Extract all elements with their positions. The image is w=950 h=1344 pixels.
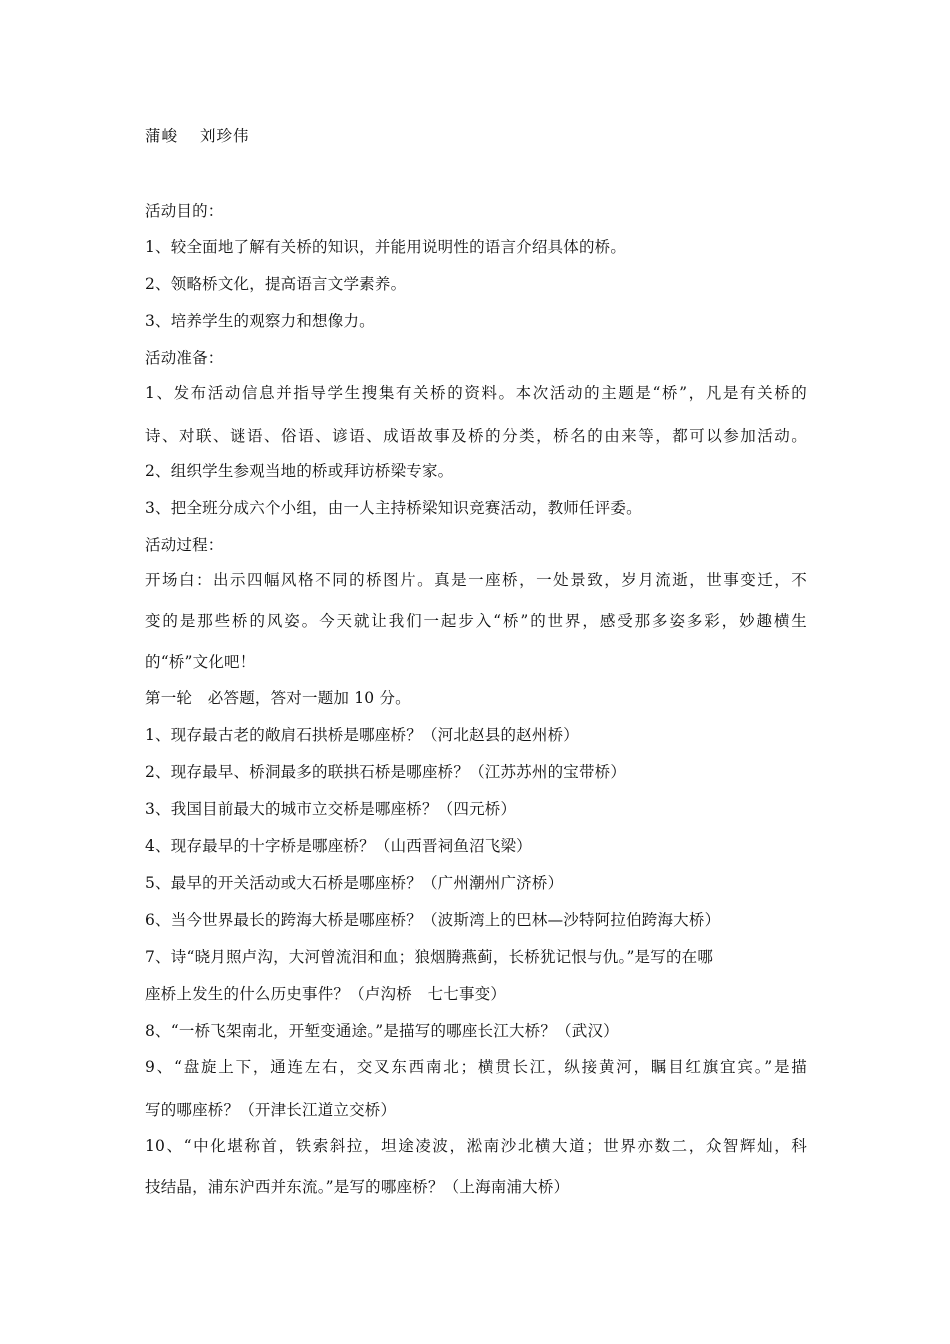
purpose-item: 3、培养学生的观察力和想像力。 bbox=[145, 312, 375, 330]
question-10-line-1: 10、“中化堪称首，铁索斜拉，坦途凌波，淞南沙北横大道；世界亦数二，众智辉灿，科 bbox=[145, 1137, 807, 1155]
question-2: 2、现存最早、桥洞最多的联拱石桥是哪座桥？（江苏苏州的宝带桥） bbox=[145, 763, 627, 781]
author-line bbox=[145, 126, 250, 146]
author-name: 刘珍伟 bbox=[200, 127, 250, 145]
question-7-line-1: 7、诗“晓月照卢沟，大河曾流泪和血；狼烟腾燕蓟，长桥犹记恨与仇。”是写的在哪 bbox=[145, 948, 714, 966]
question-9-line-2: 写的哪座桥？（开津长江道立交桥） bbox=[145, 1101, 397, 1119]
opening-line-2: 变的是那些桥的风姿。今天就让我们一起步入“桥”的世界，感受那多姿多彩，妙趣横生 bbox=[145, 612, 807, 630]
author-name: 蒲峻 bbox=[145, 127, 179, 145]
question-6: 6、当今世界最长的跨海大桥是哪座桥？（波斯湾上的巴林—沙特阿拉伯跨海大桥） bbox=[145, 911, 721, 929]
opening-line-3: 的“桥”文化吧！ bbox=[145, 653, 256, 671]
preparation-item-2: 2、组织学生参观当地的桥或拜访桥梁专家。 bbox=[145, 462, 454, 480]
purpose-item: 2、领略桥文化，提高语言文学素养。 bbox=[145, 275, 407, 293]
preparation-item-1-line-2: 诗、对联、谜语、俗语、谚语、成语故事及桥的分类，桥名的由来等，都可以参加活动。 bbox=[145, 427, 807, 445]
question-4: 4、现存最早的十字桥是哪座桥？（山西晋祠鱼沼飞梁） bbox=[145, 837, 532, 855]
question-1: 1、现存最古老的敞肩石拱桥是哪座桥？（河北赵县的赵州桥） bbox=[145, 726, 579, 744]
question-10-line-2: 技结晶，浦东沪西并东流。”是写的哪座桥？（上海南浦大桥） bbox=[145, 1178, 570, 1196]
opening-line-1: 开场白：出示四幅风格不同的桥图片。真是一座桥，一处景致，岁月流逝，世事变迁，不 bbox=[145, 571, 807, 589]
question-9-line-1: 9、“盘旋上下，通连左右，交叉东西南北；横贯长江，纵接黄河，瞩目红旗宜宾。”是描 bbox=[145, 1058, 807, 1076]
preparation-item-1-line-1: 1、发布活动信息并指导学生搜集有关桥的资料。本次活动的主题是“桥”，凡是有关桥的 bbox=[145, 384, 807, 402]
section-heading-preparation: 活动准备： bbox=[145, 349, 224, 367]
question-7-line-2: 座桥上发生的什么历史事件？（卢沟桥 七七事变） bbox=[145, 985, 507, 1003]
question-3: 3、我国目前最大的城市立交桥是哪座桥？（四元桥） bbox=[145, 800, 517, 818]
section-heading-process: 活动过程： bbox=[145, 536, 224, 554]
purpose-item: 1、较全面地了解有关桥的知识，并能用说明性的语言介绍具体的桥。 bbox=[145, 238, 627, 256]
question-8: 8、“一桥飞架南北，开堑变通途。”是描写的哪座长江大桥？（武汉） bbox=[145, 1022, 619, 1040]
question-5: 5、最早的开关活动或大石桥是哪座桥？（广州潮州广济桥） bbox=[145, 874, 564, 892]
round-1-heading: 第一轮 必答题，答对一题加 10 分。 bbox=[145, 689, 411, 707]
section-heading-purpose: 活动目的： bbox=[145, 202, 224, 220]
preparation-item-3: 3、把全班分成六个小组，由一人主持桥梁知识竞赛活动，教师任评委。 bbox=[145, 499, 642, 517]
